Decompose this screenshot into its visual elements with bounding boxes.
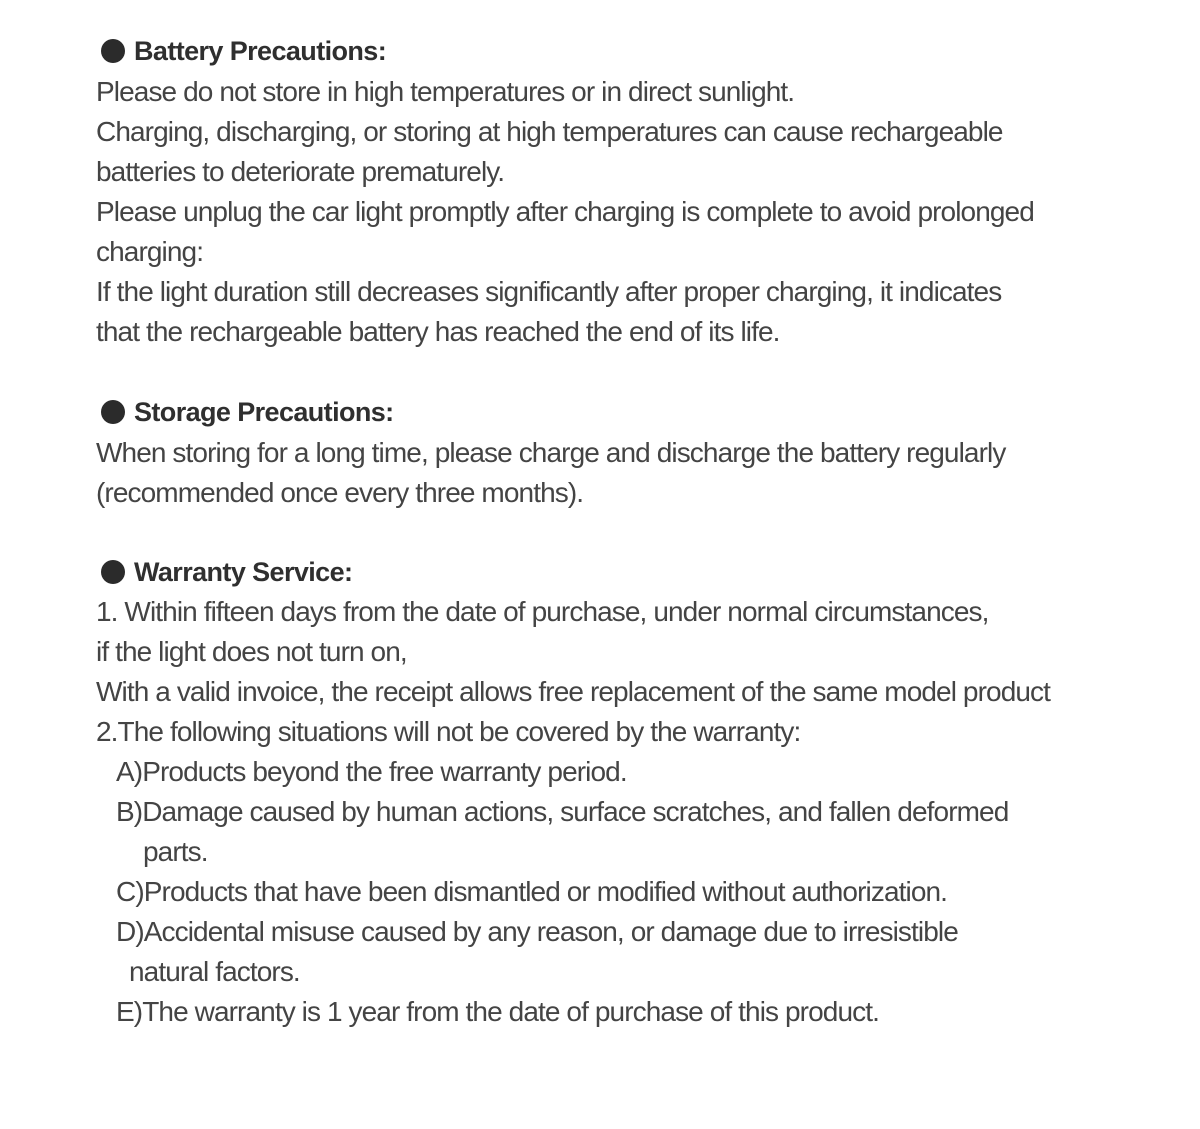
bullet-icon bbox=[101, 39, 125, 63]
battery-line: Please do not store in high temperatures or in direct sunlight. bbox=[96, 76, 795, 107]
heading-text: Battery Precautions: bbox=[134, 35, 387, 66]
warranty-exclusion-item: C)Products that have been dismantled or modified without authorization. bbox=[116, 876, 948, 907]
warranty-line: 1. Within fifteen days from the date of purchase, under normal circumstances, bbox=[96, 596, 989, 627]
warranty-service-heading bbox=[96, 552, 352, 592]
heading-text: Warranty Service: bbox=[134, 556, 353, 587]
warranty-exclusion-item: A)Products beyond the free warranty period. bbox=[116, 756, 627, 787]
warranty-exclusion-continuation: natural factors. bbox=[129, 956, 300, 987]
warranty-exclusion-item: D)Accidental misuse caused by any reason, or damage due to irresistible bbox=[116, 916, 958, 947]
battery-line: batteries to deteriorate prematurely. bbox=[96, 156, 505, 187]
warranty-line: if the light does not turn on, bbox=[96, 636, 407, 667]
storage-precautions-heading bbox=[96, 392, 394, 432]
warranty-line: With a valid invoice, the receipt allows free replacement of the same model product bbox=[96, 676, 1051, 707]
battery-line: Charging, discharging, or storing at high temperatures can cause rechargeable bbox=[96, 116, 1003, 147]
battery-precautions-heading bbox=[96, 31, 386, 71]
warranty-exclusion-item: E)The warranty is 1 year from the date of purchase of this product. bbox=[116, 996, 879, 1027]
warranty-line: 2.The following situations will not be covered by the warranty: bbox=[96, 716, 801, 747]
storage-line: When storing for a long time, please charge and discharge the battery regularly bbox=[96, 437, 1006, 468]
bullet-icon bbox=[101, 400, 125, 424]
warranty-exclusion-item: B)Damage caused by human actions, surface scratches, and fallen deformed bbox=[116, 796, 1009, 827]
battery-line: If the light duration still decreases significantly after proper charging, it indicates bbox=[96, 276, 1002, 307]
battery-line: Please unplug the car light promptly after charging is complete to avoid prolonged bbox=[96, 196, 1034, 227]
battery-line: charging: bbox=[96, 236, 204, 267]
warranty-exclusion-continuation: parts. bbox=[143, 836, 208, 867]
storage-line: (recommended once every three months). bbox=[96, 477, 584, 508]
battery-line: that the rechargeable battery has reached the end of its life. bbox=[96, 316, 780, 347]
heading-text: Storage Precautions: bbox=[134, 396, 394, 427]
bullet-icon bbox=[101, 560, 125, 584]
